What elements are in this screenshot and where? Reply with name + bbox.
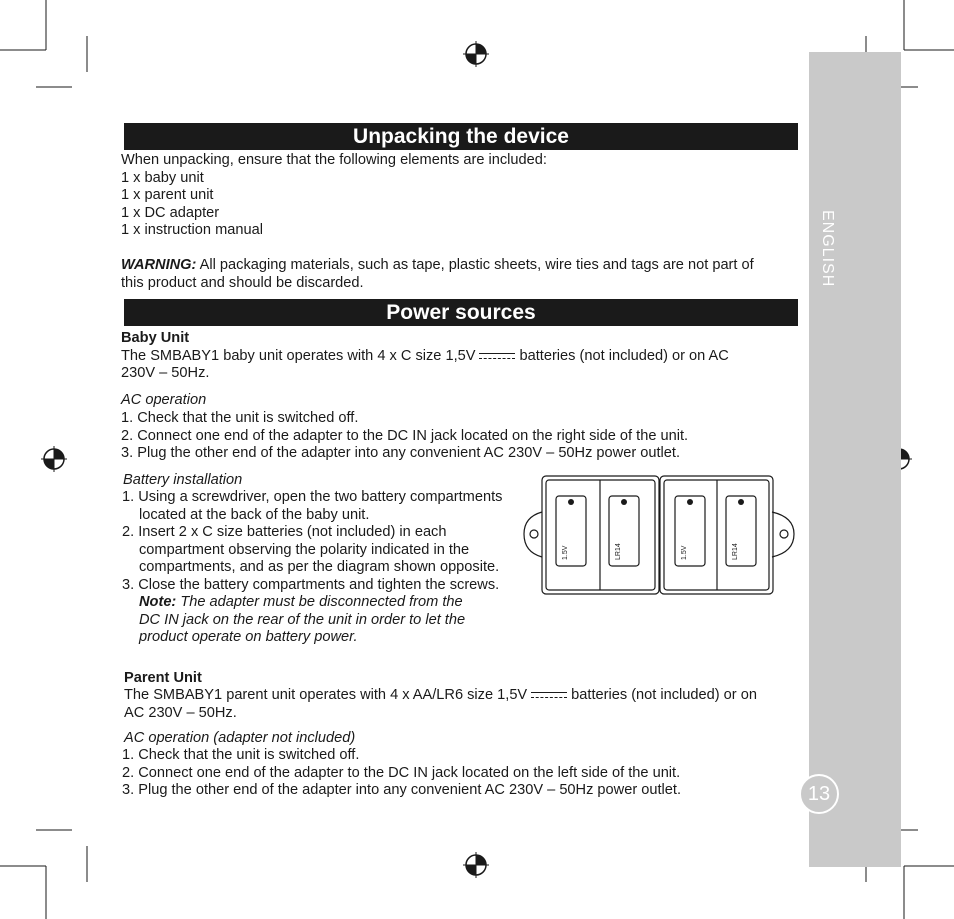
parent-desc-part: The SMBABY1 parent unit operates with 4 x AA/LR6 size 1,5V	[124, 687, 528, 703]
note-text: The adapter must be disconnected from the	[176, 594, 463, 610]
parent-unit-heading: Parent Unit	[124, 670, 202, 686]
list-item: compartments, and as per the diagram shown opposite.	[139, 559, 500, 575]
baby-unit-heading: Baby Unit	[121, 330, 190, 346]
list-item: 3. Close the battery compartments and tighten the screws.	[122, 577, 500, 593]
baby-unit-desc	[121, 348, 729, 366]
battery-compartment-diagram	[520, 472, 800, 598]
language-tab	[809, 52, 901, 867]
dc-symbol-icon	[531, 690, 567, 700]
parent-desc-part: batteries (not included) or on	[571, 687, 757, 703]
cell-label: LR14	[732, 543, 739, 560]
warning-line-2: this product and should be discarded.	[121, 275, 364, 291]
language-label: ENGLISH	[819, 210, 836, 288]
dc-symbol-icon	[479, 351, 515, 361]
list-item: 1. Check that the unit is switched off.	[122, 747, 360, 763]
warning-text: All packaging materials, such as tape, plastic sheets, wire ties and tags are not part of	[196, 257, 754, 273]
list-item: 2. Insert 2 x C size batteries (not included) in each	[122, 524, 447, 540]
list-item: 1 x DC adapter	[121, 205, 220, 221]
cell-label: 1.5V	[681, 545, 688, 560]
list-item: compartment observing the polarity indicated in the	[139, 542, 470, 558]
baby-desc-part: batteries (not included) or on AC	[519, 348, 729, 364]
registration-mark-top	[461, 39, 491, 69]
list-item: 1 x instruction manual	[121, 222, 263, 238]
baby-desc-part: The SMBABY1 baby unit operates with 4 x C size 1,5V	[121, 348, 476, 364]
list-item: 3. Plug the other end of the adapter into any convenient AC 230V – 50Hz power outlet.	[122, 782, 681, 798]
section-title-unpacking: Unpacking the device	[124, 123, 798, 150]
list-item: located at the back of the baby unit.	[139, 507, 370, 523]
cell-label: LR14	[615, 543, 622, 560]
list-item: 2. Connect one end of the adapter to the DC IN jack located on the left side of the unit.	[122, 765, 681, 781]
note-line-2: DC IN jack on the rear of the unit in order to let the	[139, 612, 466, 628]
warning-label: WARNING:	[121, 257, 197, 273]
list-item: 1 x parent unit	[121, 187, 214, 203]
list-item: 3. Plug the other end of the adapter into any convenient AC 230V – 50Hz power outlet.	[121, 445, 680, 461]
page-number: 13	[799, 774, 839, 814]
list-item: 2. Connect one end of the adapter to the DC IN jack located on the right side of the unit.	[121, 428, 689, 444]
list-item: 1. Check that the unit is switched off.	[121, 410, 359, 426]
section-title-power: Power sources	[124, 299, 798, 326]
unpacking-intro: When unpacking, ensure that the following elements are included:	[121, 152, 547, 168]
note-line-1	[122, 594, 463, 612]
baby-ac-heading: AC operation	[121, 392, 207, 408]
note-line-3: product operate on battery power.	[139, 629, 358, 645]
parent-ac-heading: AC operation (adapter not included)	[124, 730, 356, 746]
warning-line-1	[121, 257, 754, 275]
battery-heading: Battery installation	[123, 472, 243, 488]
registration-mark-left	[39, 444, 69, 474]
cell-label: 1.5V	[562, 545, 569, 560]
registration-mark-bottom	[461, 850, 491, 880]
parent-unit-desc-2: AC 230V – 50Hz.	[124, 705, 237, 721]
parent-unit-desc	[124, 687, 757, 705]
list-item: 1 x baby unit	[121, 170, 204, 186]
list-item: 1. Using a screwdriver, open the two battery compartments	[122, 489, 503, 505]
baby-unit-desc-2: 230V – 50Hz.	[121, 365, 210, 381]
note-label: Note:	[139, 594, 177, 610]
